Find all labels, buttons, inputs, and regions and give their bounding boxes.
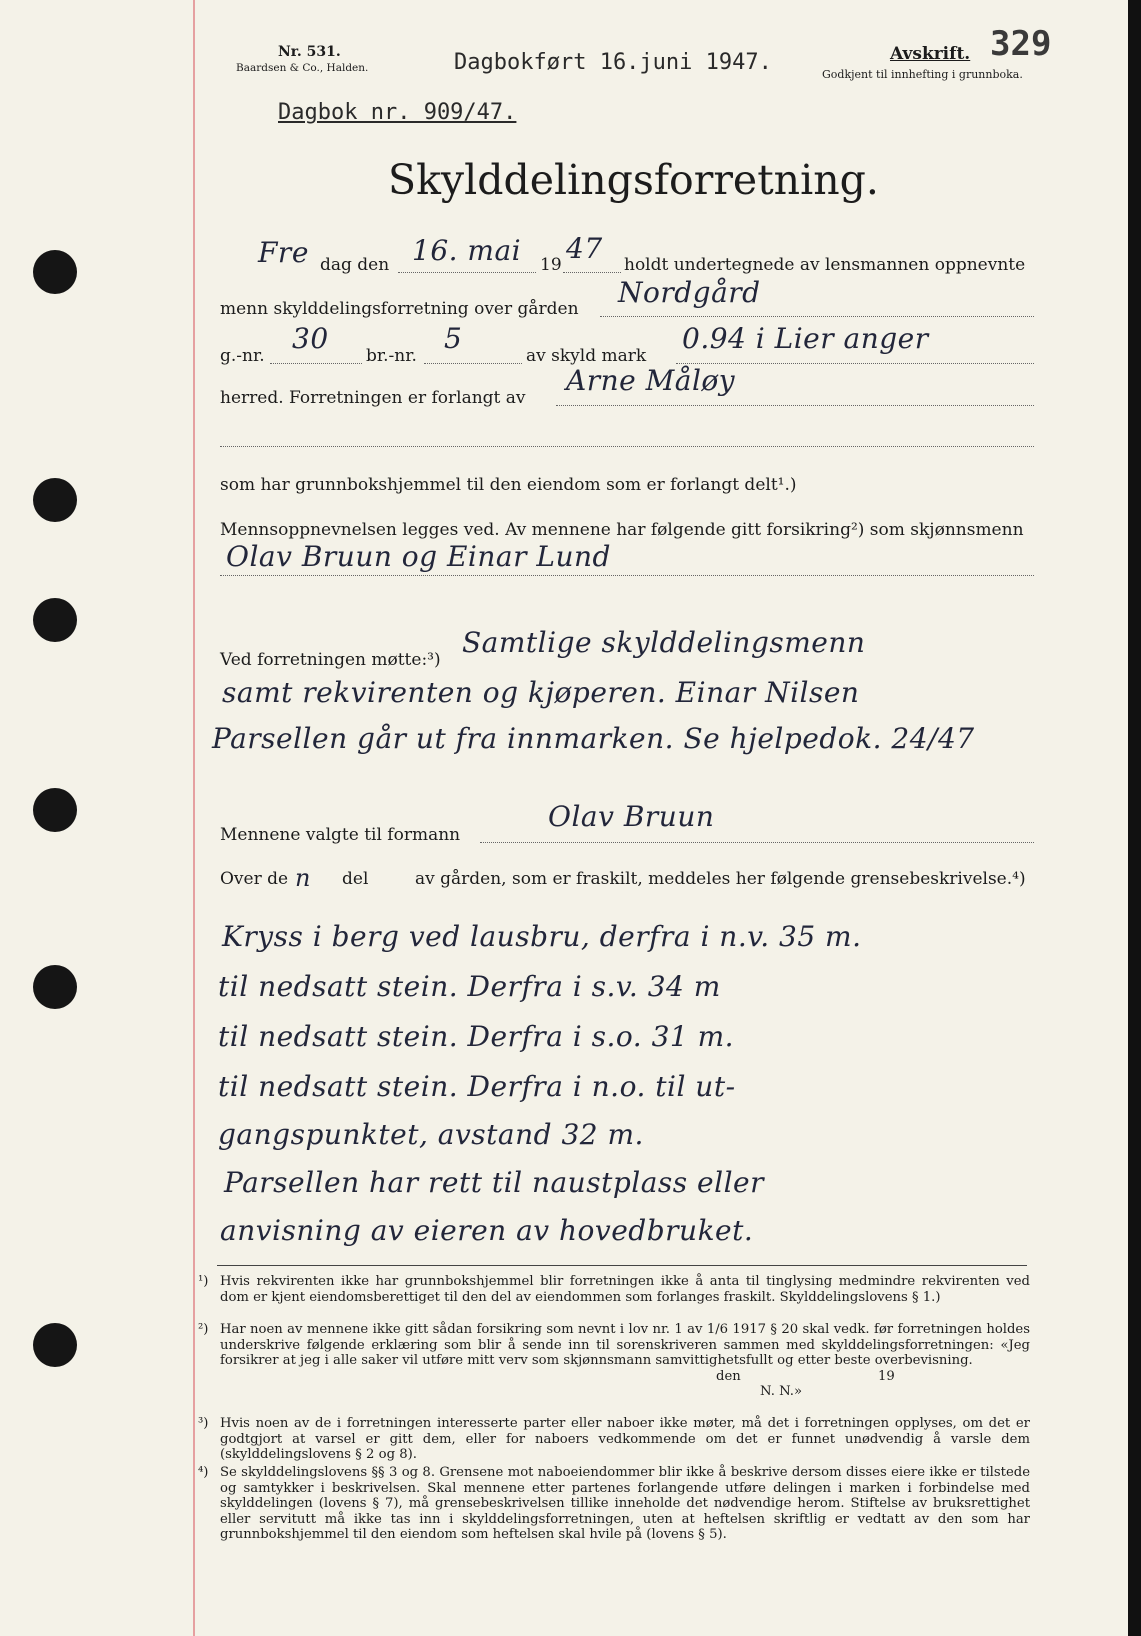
label-boundary: av gården, som er fraskilt, meddeles her følgende grensebeskrivelse.⁴) (415, 869, 1026, 889)
footnote-1 (198, 1274, 1030, 1305)
dotted-line (424, 363, 522, 364)
description-line-6: Parsellen har rett til naustplass eller (224, 1166, 764, 1199)
copy-label: Avskrift. (890, 44, 971, 64)
dotted-line (556, 405, 1034, 406)
requester-handwritten: Arne Måløy (566, 364, 736, 397)
dotted-line (270, 363, 362, 364)
gnr-handwritten: 30 (292, 322, 329, 355)
dagbok-number: Dagbok nr. 909/47. (278, 100, 517, 125)
punch-hole (33, 598, 77, 642)
farm-name-handwritten: Nordgård (618, 276, 761, 309)
label-dag-den: dag den (320, 255, 390, 275)
label-del: del (342, 869, 369, 889)
footnote-1-number: ¹) (198, 1274, 209, 1289)
footnote-1-text: Hvis rekvirenten ikke har grunnbokshjemmel blir forretningen ikke å anta til tinglysing medmindre rekvirenten ved dom er kjent eiendomsberettiget til den del av eiendommen som forlanges fraskilt. Skylddelingslovens § 1.) (220, 1274, 1030, 1305)
label-over-de: Over de (220, 869, 289, 889)
over-de-handwritten: n (295, 864, 311, 892)
footnote-3-text: Hvis noen av de i forretningen interesserte parter eller naboer ikke møter, må det i forretningen opplyses, om det er godtgjort at varsel er gitt dem, eller for naboers vedkommende om det er funnet unødvendig å varsle dem (skylddelingslovens § 2 og 8). (220, 1416, 1030, 1463)
description-line-3: til nedsatt stein. Derfra i s.o. 31 m. (218, 1020, 735, 1053)
bnr-handwritten: 5 (444, 322, 463, 355)
page-number: 329 (990, 24, 1052, 64)
dotted-line (600, 316, 1034, 317)
footnote-4-text: Se skylddelingslovens §§ 3 og 8. Grensene mot naboeiendommer blir ikke å beskrive dersom disses eiere ikke er tilstede og samtykker i beskrivelsen. Skal mennene etter partenes forlangende utføre delingen i marken i forbindelse med skylddelingen (lovens § 7), må grensebeskrivelsen tillike inneholde det nødvendige herom. Stiftelse av bruksrettighet eller servitutt må ikke tas inn i skylddelingsforretningen, uten at heftelsen skriftlig er vedtatt av den som har grunnbokshjemmel til den eiendom som heftelsen skal hvile på (lovens § 5). (220, 1465, 1030, 1543)
attendees-handwritten-2: samt rekvirenten og kjøperen. Einar Nilsen (222, 676, 860, 709)
footnote-divider (217, 1265, 1027, 1266)
description-line-2: til nedsatt stein. Derfra i s.v. 34 m (218, 970, 721, 1003)
dagbok-stamp: Dagbokført 16.juni 1947. (454, 50, 772, 75)
day-prefix-handwritten: Fre (258, 236, 309, 269)
label-holdt: holdt undertegnede av lensmannen oppnevnte (624, 255, 1026, 275)
punch-hole (33, 965, 77, 1009)
label-skyld: av skyld mark (526, 346, 647, 366)
grunnbokshjemmel-text: som har grunnbokshjemmel til den eiendom som er forlangt delt¹.) (220, 475, 797, 495)
footnote-3-number: ³) (198, 1416, 209, 1431)
footnote-4 (198, 1465, 1030, 1543)
year-prefix: 19 (540, 255, 562, 275)
description-line-7: anvisning av eieren av hovedbruket. (220, 1214, 754, 1247)
date-handwritten: 16. mai (412, 234, 522, 267)
label-gnr: g.-nr. (220, 346, 265, 366)
forsikring-text: Mennsoppnevnelsen legges ved. Av mennene har følgende gitt forsikring²) som skjønnsmenn (220, 520, 1024, 540)
label-attended: Ved forretningen møtte:³) (220, 650, 441, 670)
page-title: Skylddelingsforretning. (388, 156, 879, 204)
attendees-handwritten-1: Samtlige skylddelingsmenn (462, 626, 866, 659)
label-requester: herred. Forretningen er forlangt av (220, 388, 526, 408)
footnote-2-number: ²) (198, 1322, 209, 1337)
parcel-note-handwritten: Parsellen går ut fra innmarken. Se hjelpedok. 24/47 (212, 722, 975, 755)
footnote-4-number: ⁴) (198, 1465, 209, 1480)
footnote-3 (198, 1416, 1030, 1463)
label-chairman: Mennene valgte til formann (220, 825, 461, 845)
year-handwritten: 47 (566, 232, 603, 265)
description-line-1: Kryss i berg ved lausbru, derfra i n.v. 35 m. (222, 920, 862, 953)
form-number: Nr. 531. (278, 44, 341, 60)
description-line-4: til nedsatt stein. Derfra i n.o. til ut- (218, 1070, 736, 1103)
dotted-line (398, 272, 536, 273)
appraisers-handwritten: Olav Bruun og Einar Lund (226, 540, 611, 573)
footnote-2-signature: N. N.» (760, 1384, 803, 1400)
description-line-5: gangspunktet, avstand 32 m. (218, 1118, 644, 1151)
dotted-line (220, 575, 1034, 576)
footnote-2-year: 19 (878, 1368, 895, 1384)
dotted-line (563, 272, 621, 273)
punch-hole (33, 250, 77, 294)
footnote-2 (198, 1322, 1030, 1400)
dotted-line (480, 842, 1034, 843)
label-farm: menn skylddelingsforretning over gården (220, 299, 579, 319)
approval-text: Godkjent til innhefting i grunnboka. (822, 68, 1023, 81)
footnote-2-text: Har noen av mennene ikke gitt sådan forsikring som nevnt i lov nr. 1 av 1/6 1917 § 20 skal vedk. før forretningen holdes underskrive følgende erklæring som blir å sende inn til sorenskriveren sammen med skylddelingsforretningen: «Jeg forsikrer at jeg i alle saker vil utføre mitt verv som skjønnsmann samvittighetsfullt og etter beste overbevisning. (220, 1322, 1030, 1369)
punch-hole (33, 1323, 77, 1367)
chairman-handwritten: Olav Bruun (548, 800, 715, 833)
punch-hole (33, 788, 77, 832)
punch-hole (33, 478, 77, 522)
label-bnr: br.-nr. (366, 346, 417, 366)
margin-line (193, 0, 195, 1636)
publisher: Baardsen & Co., Halden. (236, 62, 369, 74)
footnote-2-den: den (716, 1368, 741, 1384)
dotted-line (220, 446, 1034, 447)
skyld-handwritten: 0.94 i Lier anger (682, 322, 929, 355)
